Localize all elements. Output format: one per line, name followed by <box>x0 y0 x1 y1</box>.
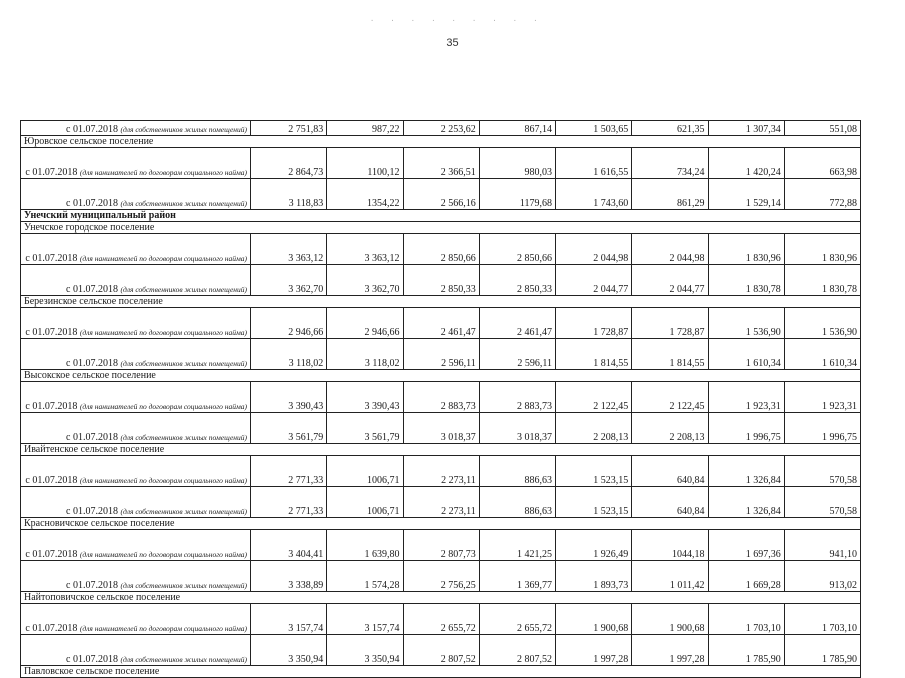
value-cell: 772,88 <box>784 179 860 210</box>
row-label <box>21 456 251 487</box>
table-row <box>21 179 861 210</box>
row-note: (для собственников жилых помещений) <box>120 581 247 590</box>
table-row <box>21 339 861 370</box>
value-cell: 2 807,52 <box>403 635 479 666</box>
value-cell: 2 883,73 <box>479 382 555 413</box>
value-cell: 640,84 <box>632 487 708 518</box>
value-cell: 1006,71 <box>327 456 403 487</box>
value-cell: 1 703,10 <box>784 604 860 635</box>
effective-date: с 01.07.2018 <box>66 124 118 135</box>
value-cell: 3 118,83 <box>251 179 327 210</box>
row-note: (для собственников жилых помещений) <box>120 359 247 368</box>
value-cell: 1044,18 <box>632 530 708 561</box>
table-row <box>21 265 861 296</box>
value-cell: 570,58 <box>784 456 860 487</box>
value-cell: 1 523,15 <box>556 487 632 518</box>
settlement-name: Высокское сельское поселение <box>21 370 861 382</box>
row-note: (для нанимателей по договорам социального найма) <box>79 402 247 411</box>
effective-date: с 01.07.2018 <box>66 506 118 517</box>
table-row <box>21 561 861 592</box>
value-cell: 2 807,52 <box>479 635 555 666</box>
effective-date: с 01.07.2018 <box>66 284 118 295</box>
value-cell: 1 326,84 <box>708 487 784 518</box>
settlement-name: Березинское сельское поселение <box>21 296 861 308</box>
value-cell: 734,24 <box>632 148 708 179</box>
value-cell: 3 018,37 <box>403 413 479 444</box>
row-note: (для нанимателей по договорам социального найма) <box>79 168 247 177</box>
value-cell: 886,63 <box>479 456 555 487</box>
table-row <box>21 635 861 666</box>
district-heading-row <box>21 210 861 222</box>
row-label <box>21 635 251 666</box>
value-cell: 2 596,11 <box>479 339 555 370</box>
settlement-name: Ивайтенское сельское поселение <box>21 444 861 456</box>
value-cell: 2 366,51 <box>403 148 479 179</box>
table-row <box>21 308 861 339</box>
table-row <box>21 413 861 444</box>
effective-date: с 01.07.2018 <box>25 623 78 634</box>
row-label <box>21 121 251 136</box>
value-cell: 1 503,65 <box>556 121 632 136</box>
tariff-table-body <box>21 121 861 678</box>
value-cell: 1 420,24 <box>708 148 784 179</box>
settlement-name: Унечское городское поселение <box>21 222 861 234</box>
row-label <box>21 561 251 592</box>
table-row <box>21 604 861 635</box>
value-cell: 2 946,66 <box>251 308 327 339</box>
value-cell: 3 350,94 <box>327 635 403 666</box>
value-cell: 663,98 <box>784 148 860 179</box>
value-cell: 3 362,70 <box>327 265 403 296</box>
value-cell: 2 771,33 <box>251 487 327 518</box>
value-cell: 861,29 <box>632 179 708 210</box>
value-cell: 1 307,34 <box>708 121 784 136</box>
table-row <box>21 487 861 518</box>
value-cell: 2 850,33 <box>403 265 479 296</box>
scan-artifact: . . . . . . . . . <box>370 16 544 24</box>
value-cell: 1 529,14 <box>708 179 784 210</box>
row-label <box>21 265 251 296</box>
value-cell: 1 814,55 <box>632 339 708 370</box>
value-cell: 1 369,77 <box>479 561 555 592</box>
page-number: 35 <box>446 37 459 49</box>
row-note: (для нанимателей по договорам социального найма) <box>79 254 247 263</box>
value-cell: 3 390,43 <box>251 382 327 413</box>
value-cell: 2 655,72 <box>479 604 555 635</box>
value-cell: 2 273,11 <box>403 456 479 487</box>
value-cell: 1179,68 <box>479 179 555 210</box>
table-row <box>21 530 861 561</box>
value-cell: 1 997,28 <box>632 635 708 666</box>
effective-date: с 01.07.2018 <box>66 580 118 591</box>
row-label <box>21 487 251 518</box>
settlement-name: Павловское сельское поселение <box>21 666 861 678</box>
value-cell: 2 461,47 <box>479 308 555 339</box>
row-note: (для нанимателей по договорам социального найма) <box>79 624 247 633</box>
value-cell: 1 421,25 <box>479 530 555 561</box>
row-note: (для нанимателей по договорам социального найма) <box>79 550 247 559</box>
value-cell: 1 669,28 <box>708 561 784 592</box>
row-note: (для нанимателей по договорам социального найма) <box>79 476 247 485</box>
table-row <box>21 382 861 413</box>
row-note: (для собственников жилых помещений) <box>120 125 247 134</box>
value-cell: 2 883,73 <box>403 382 479 413</box>
value-cell: 2 566,16 <box>403 179 479 210</box>
value-cell: 2 208,13 <box>556 413 632 444</box>
value-cell: 1 830,78 <box>708 265 784 296</box>
value-cell: 1 900,68 <box>556 604 632 635</box>
value-cell: 2 771,33 <box>251 456 327 487</box>
settlement-heading-row <box>21 370 861 382</box>
value-cell: 551,08 <box>784 121 860 136</box>
value-cell: 1 536,90 <box>784 308 860 339</box>
value-cell: 1 997,28 <box>556 635 632 666</box>
value-cell: 1 011,42 <box>632 561 708 592</box>
row-label <box>21 179 251 210</box>
value-cell: 987,22 <box>327 121 403 136</box>
value-cell: 3 118,02 <box>327 339 403 370</box>
value-cell: 980,03 <box>479 148 555 179</box>
effective-date: с 01.07.2018 <box>66 358 118 369</box>
value-cell: 867,14 <box>479 121 555 136</box>
effective-date: с 01.07.2018 <box>25 401 78 412</box>
value-cell: 3 350,94 <box>251 635 327 666</box>
value-cell: 1 728,87 <box>632 308 708 339</box>
settlement-name: Юровское сельское поселение <box>21 136 861 148</box>
value-cell: 3 561,79 <box>327 413 403 444</box>
settlement-heading-row <box>21 136 861 148</box>
value-cell: 3 157,74 <box>327 604 403 635</box>
value-cell: 1 785,90 <box>708 635 784 666</box>
row-note: (для собственников жилых помещений) <box>120 507 247 516</box>
value-cell: 2 946,66 <box>327 308 403 339</box>
value-cell: 2 122,45 <box>632 382 708 413</box>
value-cell: 3 118,02 <box>251 339 327 370</box>
value-cell: 1 536,90 <box>708 308 784 339</box>
value-cell: 3 338,89 <box>251 561 327 592</box>
value-cell: 1 574,28 <box>327 561 403 592</box>
settlement-heading-row <box>21 592 861 604</box>
table-row <box>21 148 861 179</box>
value-cell: 2 122,45 <box>556 382 632 413</box>
effective-date: с 01.07.2018 <box>66 654 118 665</box>
value-cell: 1 703,10 <box>708 604 784 635</box>
value-cell: 1100,12 <box>327 148 403 179</box>
row-note: (для собственников жилых помещений) <box>120 433 247 442</box>
value-cell: 2 655,72 <box>403 604 479 635</box>
row-note: (для собственников жилых помещений) <box>120 199 247 208</box>
value-cell: 941,10 <box>784 530 860 561</box>
row-label <box>21 413 251 444</box>
effective-date: с 01.07.2018 <box>25 253 78 264</box>
row-label <box>21 234 251 265</box>
value-cell: 1 926,49 <box>556 530 632 561</box>
value-cell: 2 044,77 <box>556 265 632 296</box>
settlement-heading-row <box>21 444 861 456</box>
effective-date: с 01.07.2018 <box>25 549 78 560</box>
row-label <box>21 339 251 370</box>
effective-date: с 01.07.2018 <box>25 475 78 486</box>
value-cell: 1 610,34 <box>784 339 860 370</box>
table-row <box>21 456 861 487</box>
value-cell: 1 728,87 <box>556 308 632 339</box>
value-cell: 2 807,73 <box>403 530 479 561</box>
row-label <box>21 604 251 635</box>
value-cell: 1 616,55 <box>556 148 632 179</box>
value-cell: 2 751,83 <box>251 121 327 136</box>
effective-date: с 01.07.2018 <box>66 198 118 209</box>
value-cell: 1 326,84 <box>708 456 784 487</box>
value-cell: 1 814,55 <box>556 339 632 370</box>
table-row <box>21 234 861 265</box>
value-cell: 570,58 <box>784 487 860 518</box>
value-cell: 1 785,90 <box>784 635 860 666</box>
value-cell: 2 850,33 <box>479 265 555 296</box>
effective-date: с 01.07.2018 <box>66 432 118 443</box>
value-cell: 1 523,15 <box>556 456 632 487</box>
value-cell: 2 850,66 <box>403 234 479 265</box>
value-cell: 3 018,37 <box>479 413 555 444</box>
value-cell: 1 697,36 <box>708 530 784 561</box>
value-cell: 1 996,75 <box>708 413 784 444</box>
value-cell: 3 561,79 <box>251 413 327 444</box>
settlement-heading-row <box>21 518 861 530</box>
settlement-heading-row <box>21 222 861 234</box>
row-note: (для нанимателей по договорам социального найма) <box>79 328 247 337</box>
row-label <box>21 308 251 339</box>
value-cell: 1 900,68 <box>632 604 708 635</box>
value-cell: 3 362,70 <box>251 265 327 296</box>
value-cell: 1 996,75 <box>784 413 860 444</box>
effective-date: с 01.07.2018 <box>25 167 78 178</box>
effective-date: с 01.07.2018 <box>25 327 78 338</box>
value-cell: 1354,22 <box>327 179 403 210</box>
value-cell: 1 830,96 <box>784 234 860 265</box>
district-name: Унечский муниципальный район <box>21 210 861 222</box>
value-cell: 2 756,25 <box>403 561 479 592</box>
value-cell: 2 850,66 <box>479 234 555 265</box>
value-cell: 1 830,78 <box>784 265 860 296</box>
value-cell: 1 743,60 <box>556 179 632 210</box>
settlement-heading-row <box>21 666 861 678</box>
value-cell: 2 596,11 <box>403 339 479 370</box>
value-cell: 3 363,12 <box>327 234 403 265</box>
value-cell: 1 923,31 <box>708 382 784 413</box>
value-cell: 3 390,43 <box>327 382 403 413</box>
settlement-name: Найтоповичское сельское поселение <box>21 592 861 604</box>
value-cell: 913,02 <box>784 561 860 592</box>
value-cell: 2 253,62 <box>403 121 479 136</box>
value-cell: 1 830,96 <box>708 234 784 265</box>
row-label <box>21 530 251 561</box>
row-label <box>21 148 251 179</box>
settlement-heading-row <box>21 296 861 308</box>
value-cell: 2 044,98 <box>632 234 708 265</box>
value-cell: 621,35 <box>632 121 708 136</box>
tariff-table <box>20 120 861 678</box>
value-cell: 640,84 <box>632 456 708 487</box>
value-cell: 3 157,74 <box>251 604 327 635</box>
value-cell: 1 923,31 <box>784 382 860 413</box>
value-cell: 2 044,77 <box>632 265 708 296</box>
row-note: (для собственников жилых помещений) <box>120 655 247 664</box>
value-cell: 1006,71 <box>327 487 403 518</box>
value-cell: 1 639,80 <box>327 530 403 561</box>
row-label <box>21 382 251 413</box>
value-cell: 2 044,98 <box>556 234 632 265</box>
value-cell: 3 404,41 <box>251 530 327 561</box>
table-row <box>21 121 861 136</box>
value-cell: 2 208,13 <box>632 413 708 444</box>
row-note: (для собственников жилых помещений) <box>120 285 247 294</box>
value-cell: 1 610,34 <box>708 339 784 370</box>
value-cell: 2 273,11 <box>403 487 479 518</box>
value-cell: 2 461,47 <box>403 308 479 339</box>
settlement-name: Красновичское сельское поселение <box>21 518 861 530</box>
value-cell: 886,63 <box>479 487 555 518</box>
value-cell: 1 893,73 <box>556 561 632 592</box>
value-cell: 2 864,73 <box>251 148 327 179</box>
value-cell: 3 363,12 <box>251 234 327 265</box>
